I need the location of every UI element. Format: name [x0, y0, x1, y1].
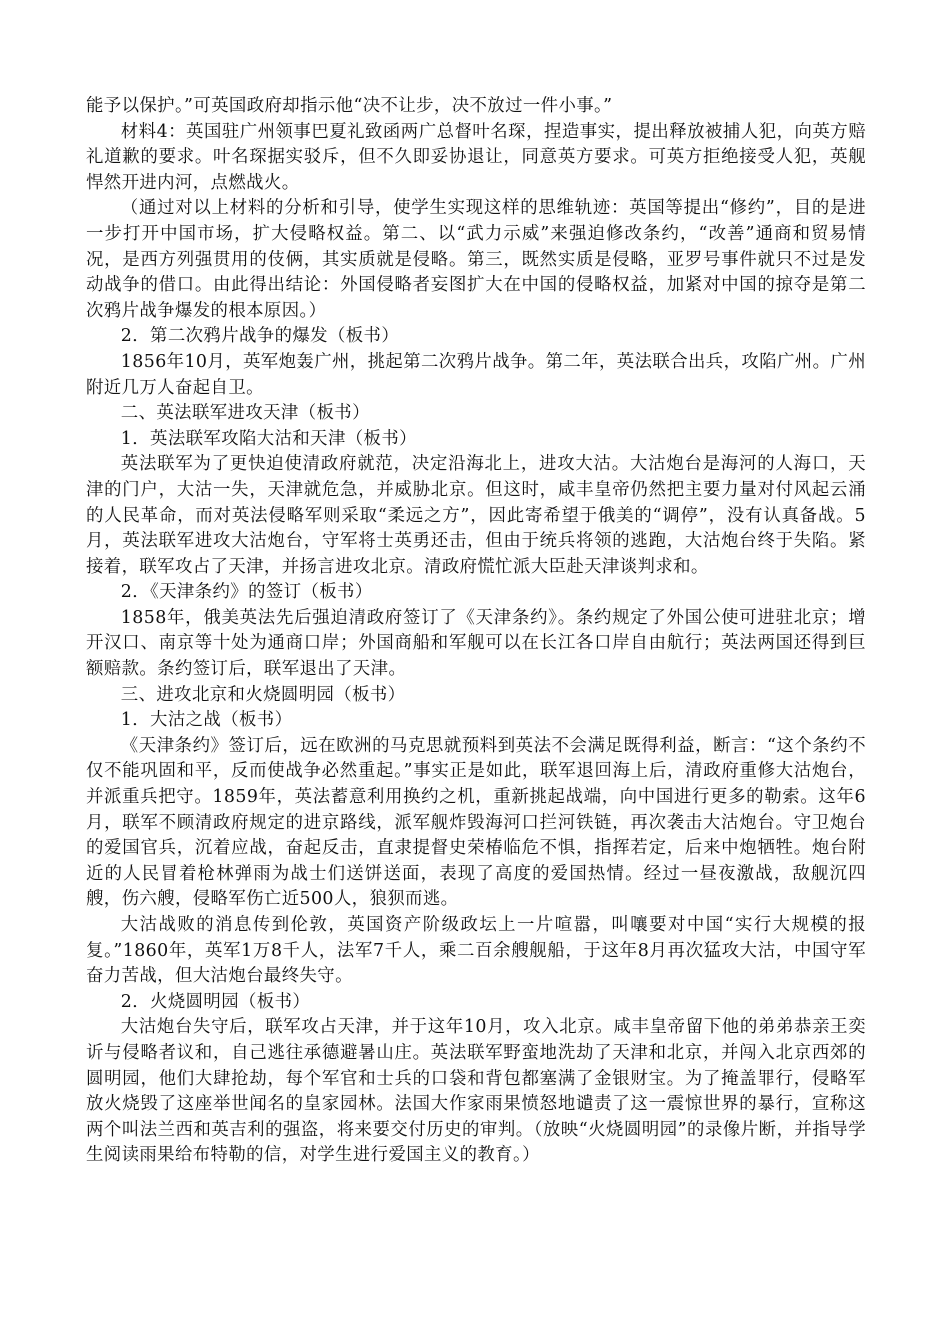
paragraph-dagu-battle: 《天津条约》签订后，远在欧洲的马克思就预料到英法不会满足既得利益，断言：“这个条约不仅不能巩固和平，反而使战争必然重起。”事实正是如此，联军退回海上后，清政府重修大沽炮台，并派重兵把守。1859年，英法蓄意利用换约之机，重新挑起战端，向中国进行更多的勒索。这年6月，联军不顾清政府规定的进京路线，派军舰炸毁海河口拦河铁链，再次袭击大沽炮台。守卫炮台的爱国官兵，沉着应战，奋起反击，直隶提督史荣椿临危不惧，指挥若定，后来中炮牺牲。炮台附近的人民冒着枪林弹雨为战士们送饼送面，表现了高度的爱国热情。经过一昼夜激战，敌舰沉四艘，伤六艘，侵略军伤亡近500人，狼狈而逃。: [86, 735, 866, 910]
document-page: [86, 94, 866, 1169]
paragraph-yuanmingyuan: 大沽炮台失守后，联军攻占天津，并于这年10月，攻入北京。咸丰皇帝留下他的弟弟恭亲王奕䜣与侵略者议和，自己逃往承德避暑山庄。英法联军野蛮地洗劫了天津和北京，并闯入北京西郊的圆明园，他们大肆抢劫，每个军官和士兵的口袋和背包都塞满了金银财宝。为了掩盖罪行，侵略军放火烧毁了这座举世闻名的皇家园林。法国大作家雨果愤怒地谴责了这一震惊世界的暴行，宣称这两个叫法兰西和英吉利的强盗，将来要交付历史的审判。（放映“火烧圆明园”的录像片断，并指导学生阅读雨果给布特勒的信，对学生进行爱国主义的教育。）: [86, 1017, 866, 1166]
heading-dagu-tianjin: 1．英法联军攻陷大沽和天津（板书）: [120, 428, 417, 449]
heading-section-3: 三、进攻北京和火烧圆明园（板书）: [120, 684, 406, 705]
paragraph-1856-attack: 1856年10月，英军炮轰广州，挑起第二次鸦片战争。第二年，英法联合出兵，攻陷广州。广州附近几万人奋起自卫。: [86, 351, 866, 398]
heading-war-outbreak: 2．第二次鸦片战争的爆发（板书）: [120, 326, 400, 347]
paragraph-material-4: 材料4：英国驻广州领事巴夏礼致函两广总督叶名琛，捏造事实，提出释放被捕人犯，向英方赔礼道歉的要求。叶名琛据实驳斥，但不久即妥协退让，同意英方要求。可英方拒绝接受人犯，英舰悍然开进内河，点燃战火。: [86, 121, 866, 193]
heading-treaty-tianjin: 2．《天津条约》的签订（板书）: [120, 582, 373, 603]
paragraph-dagu-defeat: 大沽战败的消息传到伦敦，英国资产阶级政坛上一片喧嚣，叫嚷要对中国“实行大规模的报复。”1860年，英军1万8千人，法军7千人，乘二百余艘舰船，于这年8月再次猛攻大沽，中国守军奋力苦战，但大沽炮台最终失守。: [86, 915, 866, 987]
heading-dagu-battle: 1．大沽之战（板书）: [120, 710, 293, 731]
paragraph-treaty-tianjin: 1858年，俄美英法先后强迫清政府签订了《天津条约》。条约规定了外国公使可进驻北京；增开汉口、南京等十处为通商口岸；外国商船和军舰可以在长江各口岸自由航行；英法两国还得到巨额赔款。条约签订后，联军退出了天津。: [86, 607, 866, 680]
paragraph-dagu-tianjin: 英法联军为了更快迫使清政府就范，决定沿海北上，进攻大沽。大沽炮台是海河的人海口，天津的门户，大沽一失，天津就危急，并威胁北京。但这时，咸丰皇帝仍然把主要力量对付风起云涌的人民革命，而对英法侵略军则采取“柔远之方”，因此寄希望于俄美的“调停”，没有认真备战。5月，英法联军进攻大沽炮台，守军将士英勇还击，但由于统兵将领的逃跑，大沽炮台终于失陷。紧接着，联军攻占了天津，并扬言进攻北京。清政府慌忙派大臣赴天津谈判求和。: [86, 454, 866, 577]
paragraph-1: 能予以保护。”可英国政府却指示他“决不让步，决不放过一件小事。”: [86, 96, 613, 116]
heading-section-2: 二、英法联军进攻天津（板书）: [120, 403, 370, 424]
heading-yuanmingyuan: 2．火烧圆明园（板书）: [120, 991, 311, 1012]
paragraph-analysis-note: （通过对以上材料的分析和引导，使学生实现这样的思维轨迹：英国等提出“修约”，目的是进一步打开中国市场，扩大侵略权益。第二、以“武力示威”来强迫修改条约，“改善”通商和贸易情况，是西方列强贯用的伎俩，其实质就是侵略。第三，既然实质是侵略，亚罗号事件就只不过是发动战争的借口。由此得出结论：外国侵略者妄图扩大在中国的侵略权益，加紧对中国的掠夺是第二次鸦片战争爆发的根本原因。）: [86, 198, 866, 321]
